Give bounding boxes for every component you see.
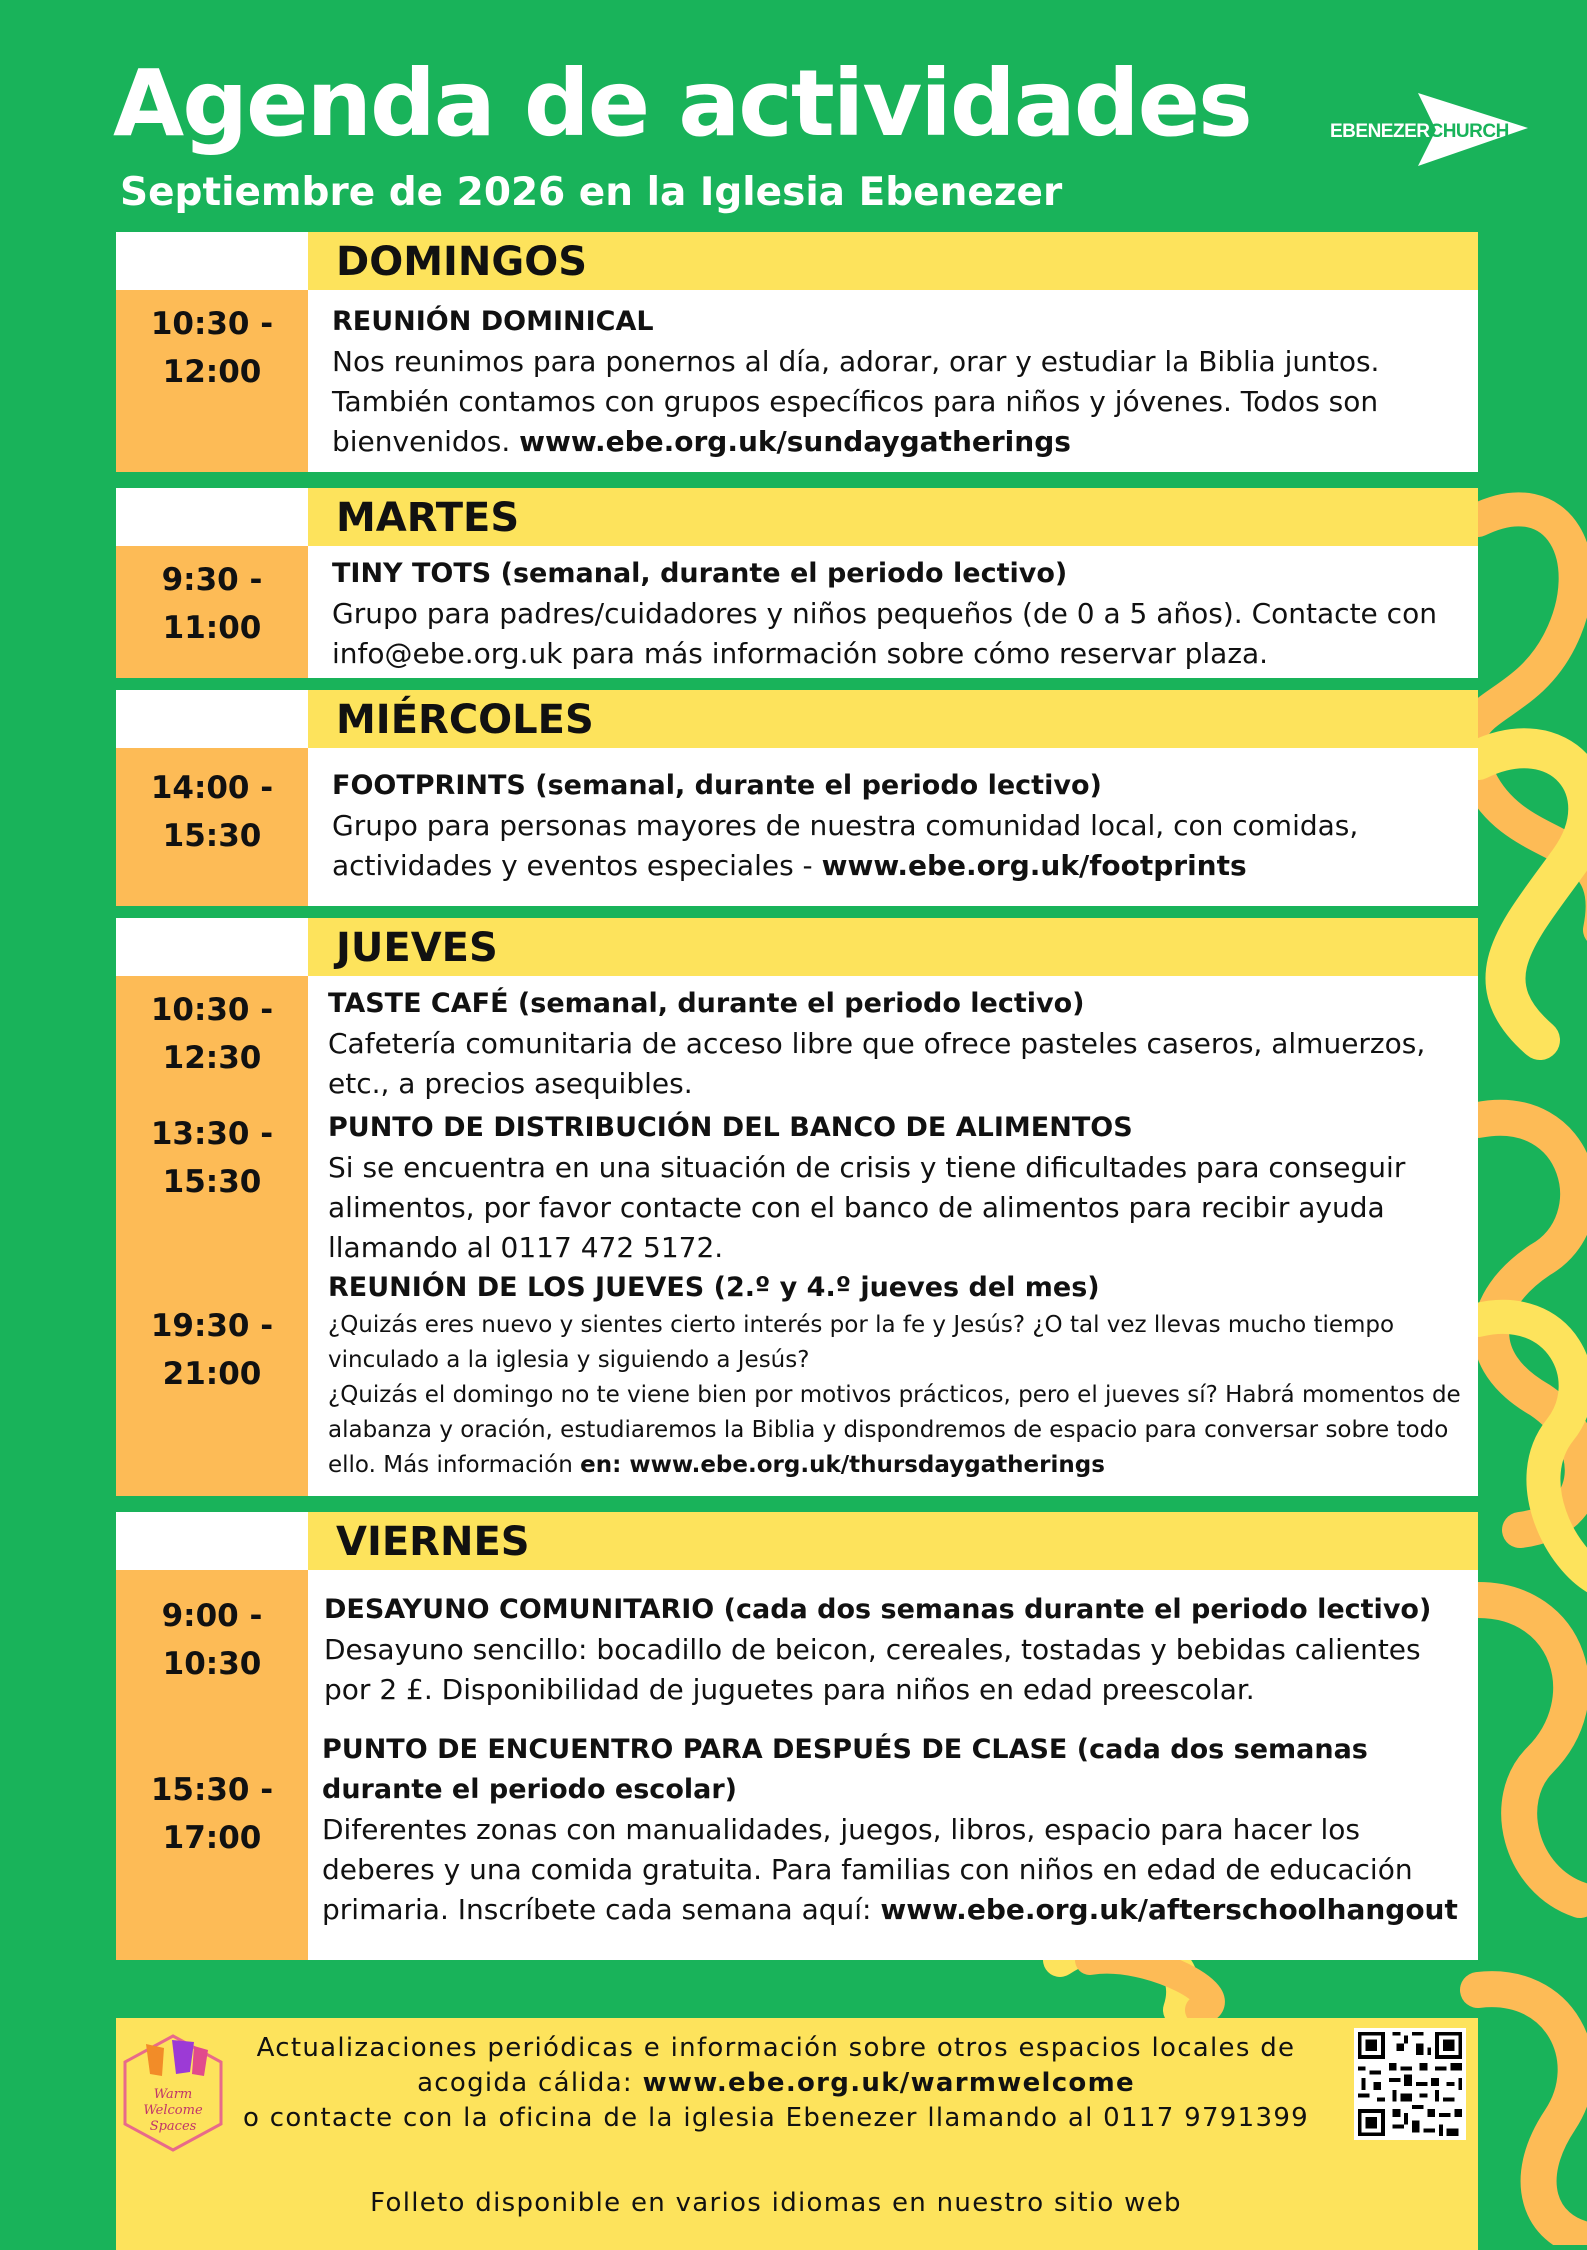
section-thursday (116, 918, 1478, 1496)
activity-link[interactable]: www.ebe.org.uk/footprints (821, 849, 1247, 882)
activity-entry (324, 1590, 1468, 1710)
activity-description: Cafetería comunitaria de acceso libre que ofrece pasteles caseros, almuerzos, etc., a precios asequibles. (328, 1027, 1426, 1100)
activity-description: Grupo para personas mayores de nuestra comunidad local, con comidas, actividades y eventos especiales - (332, 809, 1359, 882)
time-slot: 9:30 - 11:00 (161, 562, 263, 646)
day-heading: VIERNES (308, 1512, 1478, 1570)
svg-text:Warm: Warm (153, 2087, 193, 2102)
activity-entry (328, 1108, 1468, 1268)
section-friday (116, 1512, 1478, 1960)
day-heading: MIÉRCOLES (308, 690, 1478, 748)
time-slot: 19:30 - 21:00 (150, 1308, 274, 1392)
activity-list (308, 1570, 1478, 1960)
activity-description: Si se encuentra en una situación de crisis y tiene dificultades para conseguir alimentos, por favor contacte con el banco de alimentos para recibir ayuda llamando al 0117 472 5172. (328, 1151, 1406, 1264)
activity-description: Nos reunimos para ponernos al día, adorar, orar y estudiar la Biblia juntos. También contamos con grupos específicos para niños y jóvenes. Todos son bienvenidos. (332, 345, 1380, 458)
activity-title: PUNTO DE DISTRIBUCIÓN DEL BANCO DE ALIMENTOS (328, 1112, 1133, 1143)
activity-description: ¿Quizás eres nuevo y sientes cierto interés por la fe y Jesús? ¿O tal vez llevas mucho tiempo vinculado a la iglesia y siguiendo a Jesús? (328, 1312, 1395, 1373)
activity-description: Diferentes zonas con manualidades, juegos, libros, espacio para hacer los deberes y una comida gratuita. Para familias con niños en edad de educación primaria. Inscríbete cada semana aquí: (322, 1813, 1413, 1926)
activity-list (308, 976, 1478, 1496)
activity-title: FOOTPRINTS (semanal, durante el periodo lectivo) (332, 770, 1102, 801)
activity-list (308, 748, 1478, 906)
logo-word-ebenezer: EBENEZER (1330, 121, 1430, 142)
time-slot: 10:30 - 12:30 (150, 992, 274, 1076)
time-slot: 15:30 - 17:00 (150, 1772, 274, 1856)
time-slot: 14:00 - 15:30 (150, 770, 274, 854)
activity-description: Desayuno sencillo: bocadillo de beicon, cereales, tostadas y bebidas calientes por 2 £. Disponibilidad de juguetes para niños en edad preescolar. (324, 1633, 1421, 1706)
section-sunday (116, 232, 1478, 472)
activity-link[interactable]: www.ebe.org.uk/sundaygatherings (519, 425, 1071, 458)
section-wednesday (116, 690, 1478, 906)
activity-entry (328, 984, 1468, 1104)
day-heading: JUEVES (308, 918, 1478, 976)
svg-text:Spaces: Spaces (149, 2119, 197, 2134)
activity-title: REUNIÓN DE LOS JUEVES (2.º y 4.º jueves del mes) (328, 1272, 1100, 1303)
footer-link[interactable]: www.ebe.org.uk/warmwelcome (642, 2068, 1135, 2098)
activity-title: REUNIÓN DOMINICAL (332, 306, 654, 337)
footer-line1: Actualizaciones periódicas e información sobre otros espacios locales de acogida cálida: (256, 2033, 1296, 2098)
time-column (116, 546, 308, 678)
activity-title: TASTE CAFÉ (semanal, durante el periodo lectivo) (328, 988, 1085, 1019)
page-title: Agenda de actividades (113, 50, 1251, 157)
day-heading: MARTES (308, 488, 1478, 546)
activity-entry (322, 1730, 1468, 1930)
day-heading: DOMINGOS (308, 232, 1478, 290)
activity-title: TINY TOTS (semanal, durante el periodo lectivo) (332, 558, 1068, 589)
footer-info (236, 2031, 1316, 2136)
activity-list (308, 546, 1478, 678)
activity-description-2: ¿Quizás el domingo no te viene bien por motivos prácticos, pero el jueves sí? Habrá momentos de alabanza y oración, estudiaremos la Biblia y dispondremos de espacio para conversar sobre todo ello. Más información (328, 1382, 1461, 1478)
activity-link[interactable]: en: www.ebe.org.uk/thursdaygatherings (580, 1452, 1105, 1478)
church-logo-text (1330, 121, 1509, 143)
activity-entry (332, 554, 1468, 674)
footer-line2: o contacte con la oficina de la iglesia Ebenezer llamando al 0117 9791399 (242, 2103, 1309, 2133)
footer-languages-note: Folleto disponible en varios idiomas en nuestro sitio web (370, 2188, 1182, 2218)
time-column (116, 290, 308, 472)
warm-welcome-badge-icon (116, 2024, 231, 2154)
footer-panel (116, 2018, 1478, 2250)
logo-word-church: CHURCH (1429, 121, 1509, 142)
time-column (116, 748, 308, 906)
activity-list (308, 290, 1478, 472)
time-column (116, 976, 308, 1496)
activity-description: Grupo para padres/cuidadores y niños pequeños (de 0 a 5 años). Contacte con info@ebe.org.uk para más información sobre cómo reservar plaza. (332, 597, 1437, 670)
svg-text:Welcome: Welcome (143, 2103, 203, 2118)
time-slot: 9:00 - 10:30 (161, 1598, 263, 1682)
activity-title: PUNTO DE ENCUENTRO PARA DESPUÉS DE CLASE (cada dos semanas durante el periodo escolar) (322, 1734, 1368, 1805)
activity-entry (332, 302, 1468, 462)
section-tuesday (116, 488, 1478, 678)
page-subtitle: Septiembre de 2026 en la Iglesia Ebenezer (120, 170, 1063, 215)
time-slot: 13:30 - 15:30 (150, 1116, 274, 1200)
activity-title: DESAYUNO COMUNITARIO (cada dos semanas durante el periodo lectivo) (324, 1594, 1432, 1625)
qr-code-icon[interactable] (1354, 2028, 1466, 2140)
time-column (116, 1570, 308, 1960)
activity-entry (332, 766, 1468, 886)
time-slot: 10:30 - 12:00 (150, 306, 274, 390)
activity-link[interactable]: www.ebe.org.uk/afterschoolhangout (880, 1893, 1458, 1926)
activity-entry (328, 1268, 1468, 1483)
